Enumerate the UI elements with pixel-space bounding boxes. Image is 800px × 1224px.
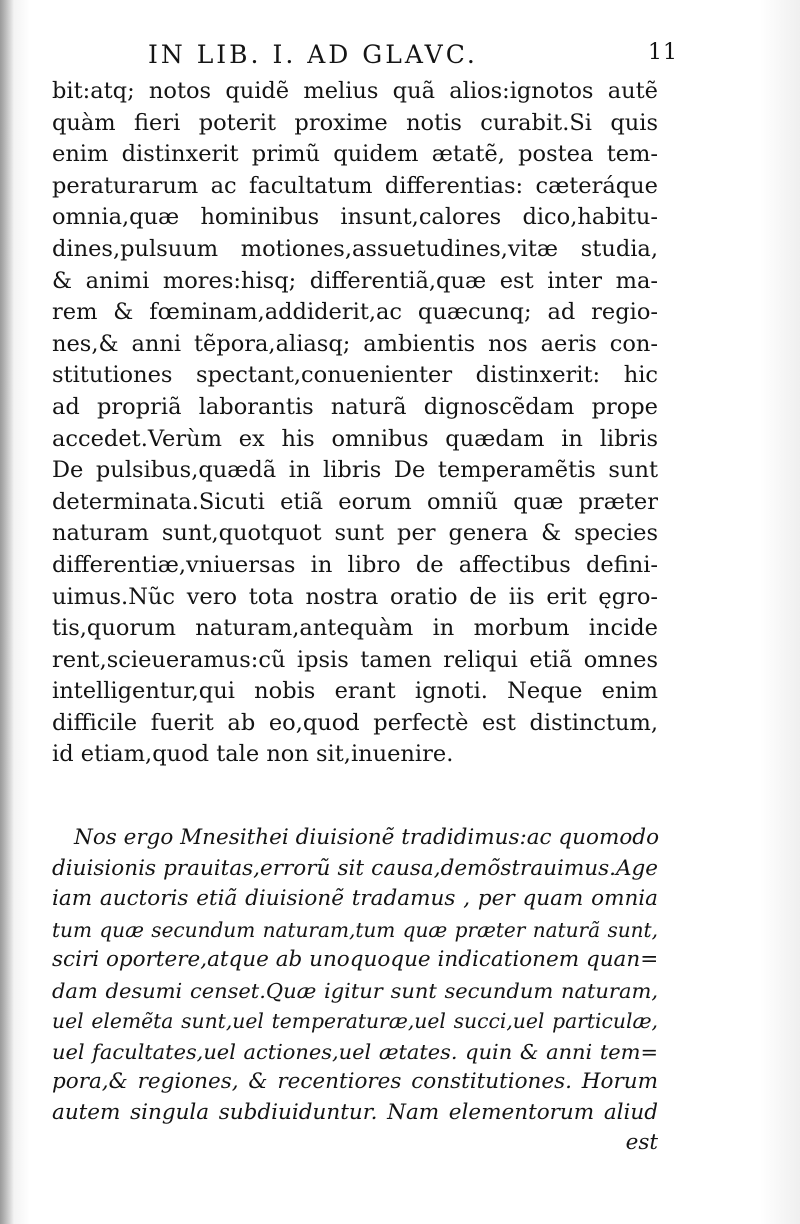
running-head: IN LIB. I. AD GLAVC. (148, 40, 478, 69)
catchword: est (625, 1130, 658, 1155)
text-line: stitutiones spectant,conuenienter distinxerit: hic (52, 362, 658, 389)
text-line: rem & fœminam,addiderit,ac quæcunq; ad regio- (52, 299, 658, 326)
text-line: id etiam,quod tale non sit,inuenire. (52, 741, 454, 768)
text-line: tis,quorum naturam,antequàm in morbum incide (52, 615, 658, 642)
italic-line: uel elemẽta sunt,uel temperaturæ,uel succi,uel particulæ, (52, 1009, 658, 1033)
italic-line: uel facultates,uel actiones,uel ætates. quin & anni tem= (52, 1039, 658, 1064)
text-line: determinata.Sicuti etiã eorum omniũ quæ præter (52, 488, 658, 515)
text-line: differentiæ,vniuersas in libro de affectibus defini- (52, 551, 658, 578)
italic-line: Nos ergo Mnesithei diuisionẽ tradidimus:ac quomodo (74, 825, 660, 850)
italic-line: tum quæ secundum naturam,tum quæ præter naturã sunt, (52, 917, 658, 942)
text-line: intelligentur,qui nobis erant ignoti. Neque enim (52, 678, 658, 705)
text-line: difficile fuerit ab eo,quod perfectè est distinctum, (52, 709, 658, 736)
italic-line: diuisionis prauitas,errorũ sit causa,demõstrauimus.Age (52, 855, 658, 881)
italic-line: iam auctoris etiã diuisionẽ tradamus , per quam omnia (52, 886, 658, 911)
text-line: rent,scieueramus:cũ ipsis tamen reliqui etiã omnes (52, 646, 658, 673)
text-line: dines,pulsuum motiones,assuetudines,vitæ studia, (52, 235, 658, 262)
text-line: uimus.Nũc vero tota nostra oratio de iis erit ęgro- (52, 583, 658, 610)
text-line: naturam sunt,quotquot sunt per genera & species (52, 520, 658, 547)
italic-line: dam desumi censet.Quæ igitur sunt secundum naturam, (52, 978, 658, 1003)
text-line: & animi mores:hisq; differentiã,quæ est inter ma- (52, 267, 658, 294)
page-header (148, 40, 678, 80)
italic-line: pora,& regiones, & recentiores constitutiones. Horum (52, 1069, 658, 1094)
text-line: quàm fieri poterit proxime notis curabit.Si quis (52, 109, 658, 136)
italic-line: sciri oportere,atque ab unoquoque indicationem quan= (52, 947, 659, 972)
italic-line: autem singula subdiuiduntur. Nam elementorum aliud (52, 1099, 658, 1125)
binding-shadow (0, 0, 14, 1224)
text-line: enim distinxerit primũ quidem ætatẽ, postea tem- (52, 141, 658, 168)
text-line: ad propriã laborantis naturã dignoscẽdam prope (52, 393, 658, 420)
text-line: accedet.Verùm ex his omnibus quædam in libris (52, 425, 658, 452)
text-line: peraturarum ac facultatum differentias: cæteráque (52, 172, 658, 199)
page-number: 11 (648, 40, 678, 65)
roman-paragraph (52, 76, 658, 771)
text-line: De pulsibus,quædã in libris De temperamẽtis sunt (52, 457, 658, 484)
text-line: omnia,quæ hominibus insunt,calores dico,habitu- (52, 204, 658, 231)
text-line: nes,& anni tẽpora,aliasq; ambientis nos aeris con- (52, 330, 658, 357)
text-line: bit:atq; notos quidẽ melius quã alios:ignotos autẽ (52, 78, 658, 104)
italic-paragraph (52, 823, 658, 1159)
